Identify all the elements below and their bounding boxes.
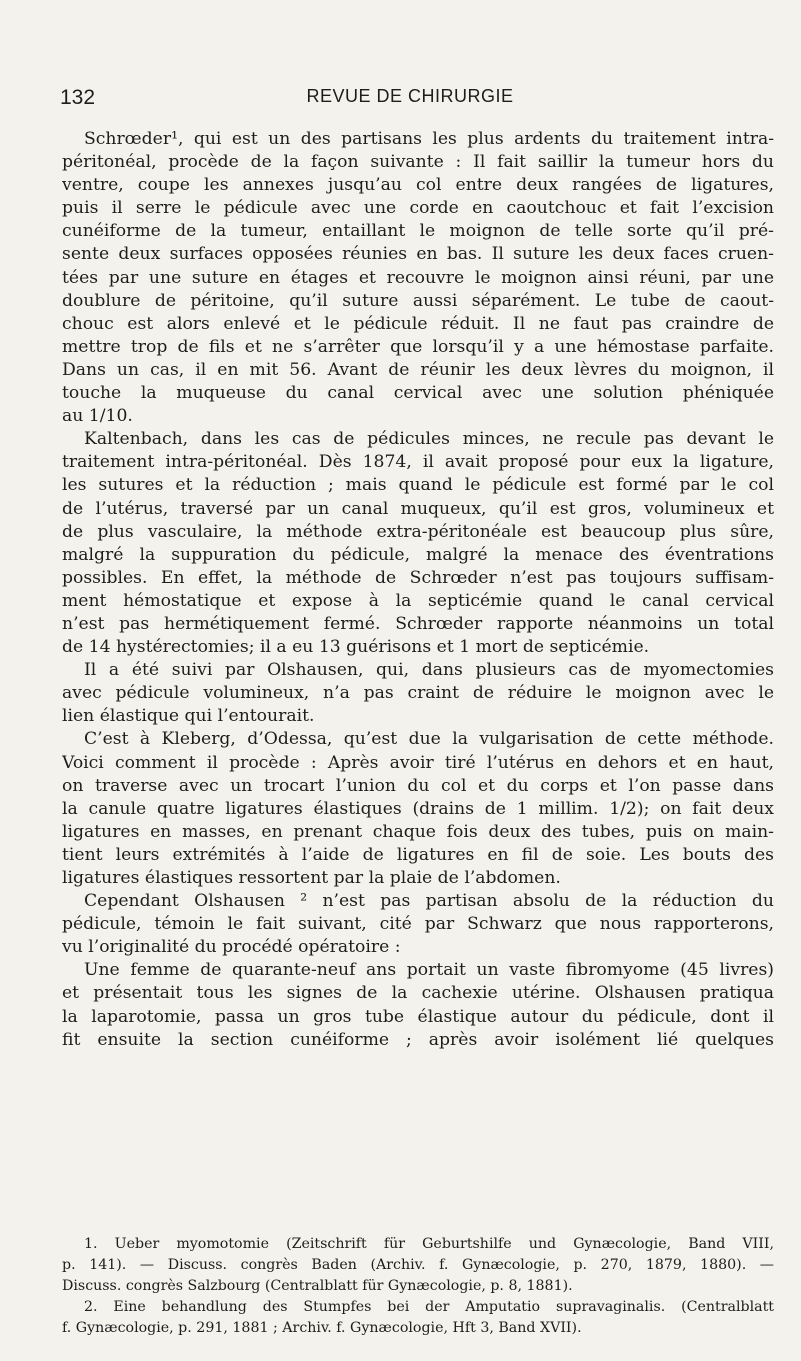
footnote-line: p. 141). — Discuss. congrès Baden (Archiv. f. Gynæcologie, p. 270, 1879, 1880). —: [62, 1257, 774, 1273]
text-line: lien élastique qui l’entourait.: [62, 706, 315, 727]
text-line: doublure de péritoine, qu’il suture aussi séparément. Le tube de caout-: [62, 290, 774, 311]
text-line: ment hémostatique et expose à la septicémie quand le canal cervical: [62, 590, 774, 611]
text-line: mettre trop de fils et ne s’arrêter que lorsqu’il y a une hémostase parfaite.: [62, 336, 774, 357]
text-line: touche la muqueuse du canal cervical avec une solution phéniquée: [62, 383, 774, 404]
footnotes: [62, 1234, 774, 1339]
page-number: 132: [60, 86, 96, 109]
footnote-line: 1. Ueber myomotomie (Zeitschrift für Geburtshilfe und Gynæcologie, Band VIII,: [84, 1236, 774, 1252]
text-line: et présentait tous les signes de la cachexie utérine. Olshausen pratiqua: [62, 983, 774, 1004]
text-line: péritonéal, procède de la façon suivante : Il fait saillir la tumeur hors du: [62, 152, 774, 173]
footnote-line: f. Gynæcologie, p. 291, 1881 ; Archiv. f. Gynæcologie, Hft 3, Band XVII).: [62, 1320, 582, 1336]
footnote-line: Discuss. congrès Salzbourg (Centralblatt für Gynæcologie, p. 8, 1881).: [62, 1278, 573, 1294]
text-line: C’est à Kleberg, d’Odessa, qu’est due la vulgarisation de cette méthode.: [84, 729, 774, 750]
text-line: avec pédicule volumineux, n’a pas craint de réduire le moignon avec le: [62, 683, 774, 704]
text-line: possibles. En effet, la méthode de Schrœder n’est pas toujours suffisam-: [62, 567, 774, 588]
text-line: fit ensuite la section cunéiforme ; après avoir isolément lié quelques: [62, 1029, 774, 1050]
text-line: cunéiforme de la tumeur, entaillant le moignon de telle sorte qu’il pré-: [62, 221, 774, 242]
text-line: vu l’originalité du procédé opératoire :: [62, 937, 401, 958]
text-line: Une femme de quarante-neuf ans portait un vaste fibromyome (45 livres): [84, 960, 774, 981]
running-title: REVUE DE CHIRURGIE: [306, 86, 514, 106]
text-line: de plus vasculaire, la méthode extra-péritonéale est beaucoup plus sûre,: [62, 521, 774, 542]
text-line: de l’utérus, traversé par un canal muqueux, qu’il est gros, volumineux et: [62, 498, 774, 519]
text-line: Voici comment il procède : Après avoir tiré l’utérus en dehors et en haut,: [62, 752, 774, 773]
text-line: Dans un cas, il en mit 56. Avant de réunir les deux lèvres du moignon, il: [62, 359, 774, 380]
text-line: sente deux surfaces opposées réunies en bas. Il suture les deux faces cruen-: [62, 244, 774, 265]
text-line: les sutures et la réduction ; mais quand le pédicule est formé par le col: [62, 475, 774, 496]
text-line: traitement intra-péritonéal. Dès 1874, il avait proposé pour eux la ligature,: [62, 452, 774, 473]
text-line: Schrœder¹, qui est un des partisans les plus ardents du traitement intra-: [84, 129, 774, 149]
text-line: malgré la suppuration du pédicule, malgré la menace des éventrations: [62, 544, 774, 565]
text-line: n’est pas hermétiquement fermé. Schrœder rapporte néanmoins un total: [62, 613, 774, 634]
text-line: ligatures en masses, en prenant chaque fois deux des tubes, puis on main-: [62, 821, 774, 842]
text-line: la laparotomie, passa un gros tube élastique autour du pédicule, dont il: [62, 1006, 774, 1027]
text-line: Il a été suivi par Olshausen, qui, dans plusieurs cas de myomectomies: [84, 660, 774, 681]
text-line: tées par une suture en étages et recouvre le moignon ainsi réuni, par une: [62, 267, 774, 288]
body-text: [62, 128, 774, 1052]
text-line: puis il serre le pédicule avec une corde en caoutchouc et fait l’excision: [62, 198, 774, 219]
text-line: on traverse avec un trocart l’union du col et du corps et l’on passe dans: [62, 775, 774, 796]
text-line: ligatures élastiques ressortent par la plaie de l’abdomen.: [62, 868, 561, 888]
text-line: pédicule, témoin le fait suivant, cité par Schwarz que nous rapporterons,: [62, 914, 774, 935]
text-line: la canule quatre ligatures élastiques (drains de 1 millim. 1/2); on fait deux: [62, 798, 774, 819]
text-line: au 1/10.: [62, 406, 133, 427]
text-line: de 14 hystérectomies; il a eu 13 guérisons et 1 mort de septicémie.: [62, 637, 650, 658]
text-line: chouc est alors enlevé et le pédicule réduit. Il ne faut pas craindre de: [62, 313, 774, 334]
text-line: Kaltenbach, dans les cas de pédicules minces, ne recule pas devant le: [84, 429, 774, 450]
text-line: tient leurs extrémités à l’aide de ligatures en fil de soie. Les bouts des: [62, 844, 774, 865]
text-line: Cependant Olshausen ² n’est pas partisan absolu de la réduction du: [84, 891, 774, 912]
footnote-line: 2. Eine behandlung des Stumpfes bei der Amputatio supravaginalis. (Centralblatt: [84, 1299, 774, 1315]
page-header: [60, 86, 760, 116]
text-line: ventre, coupe les annexes jusqu’au col entre deux rangées de ligatures,: [62, 175, 774, 196]
